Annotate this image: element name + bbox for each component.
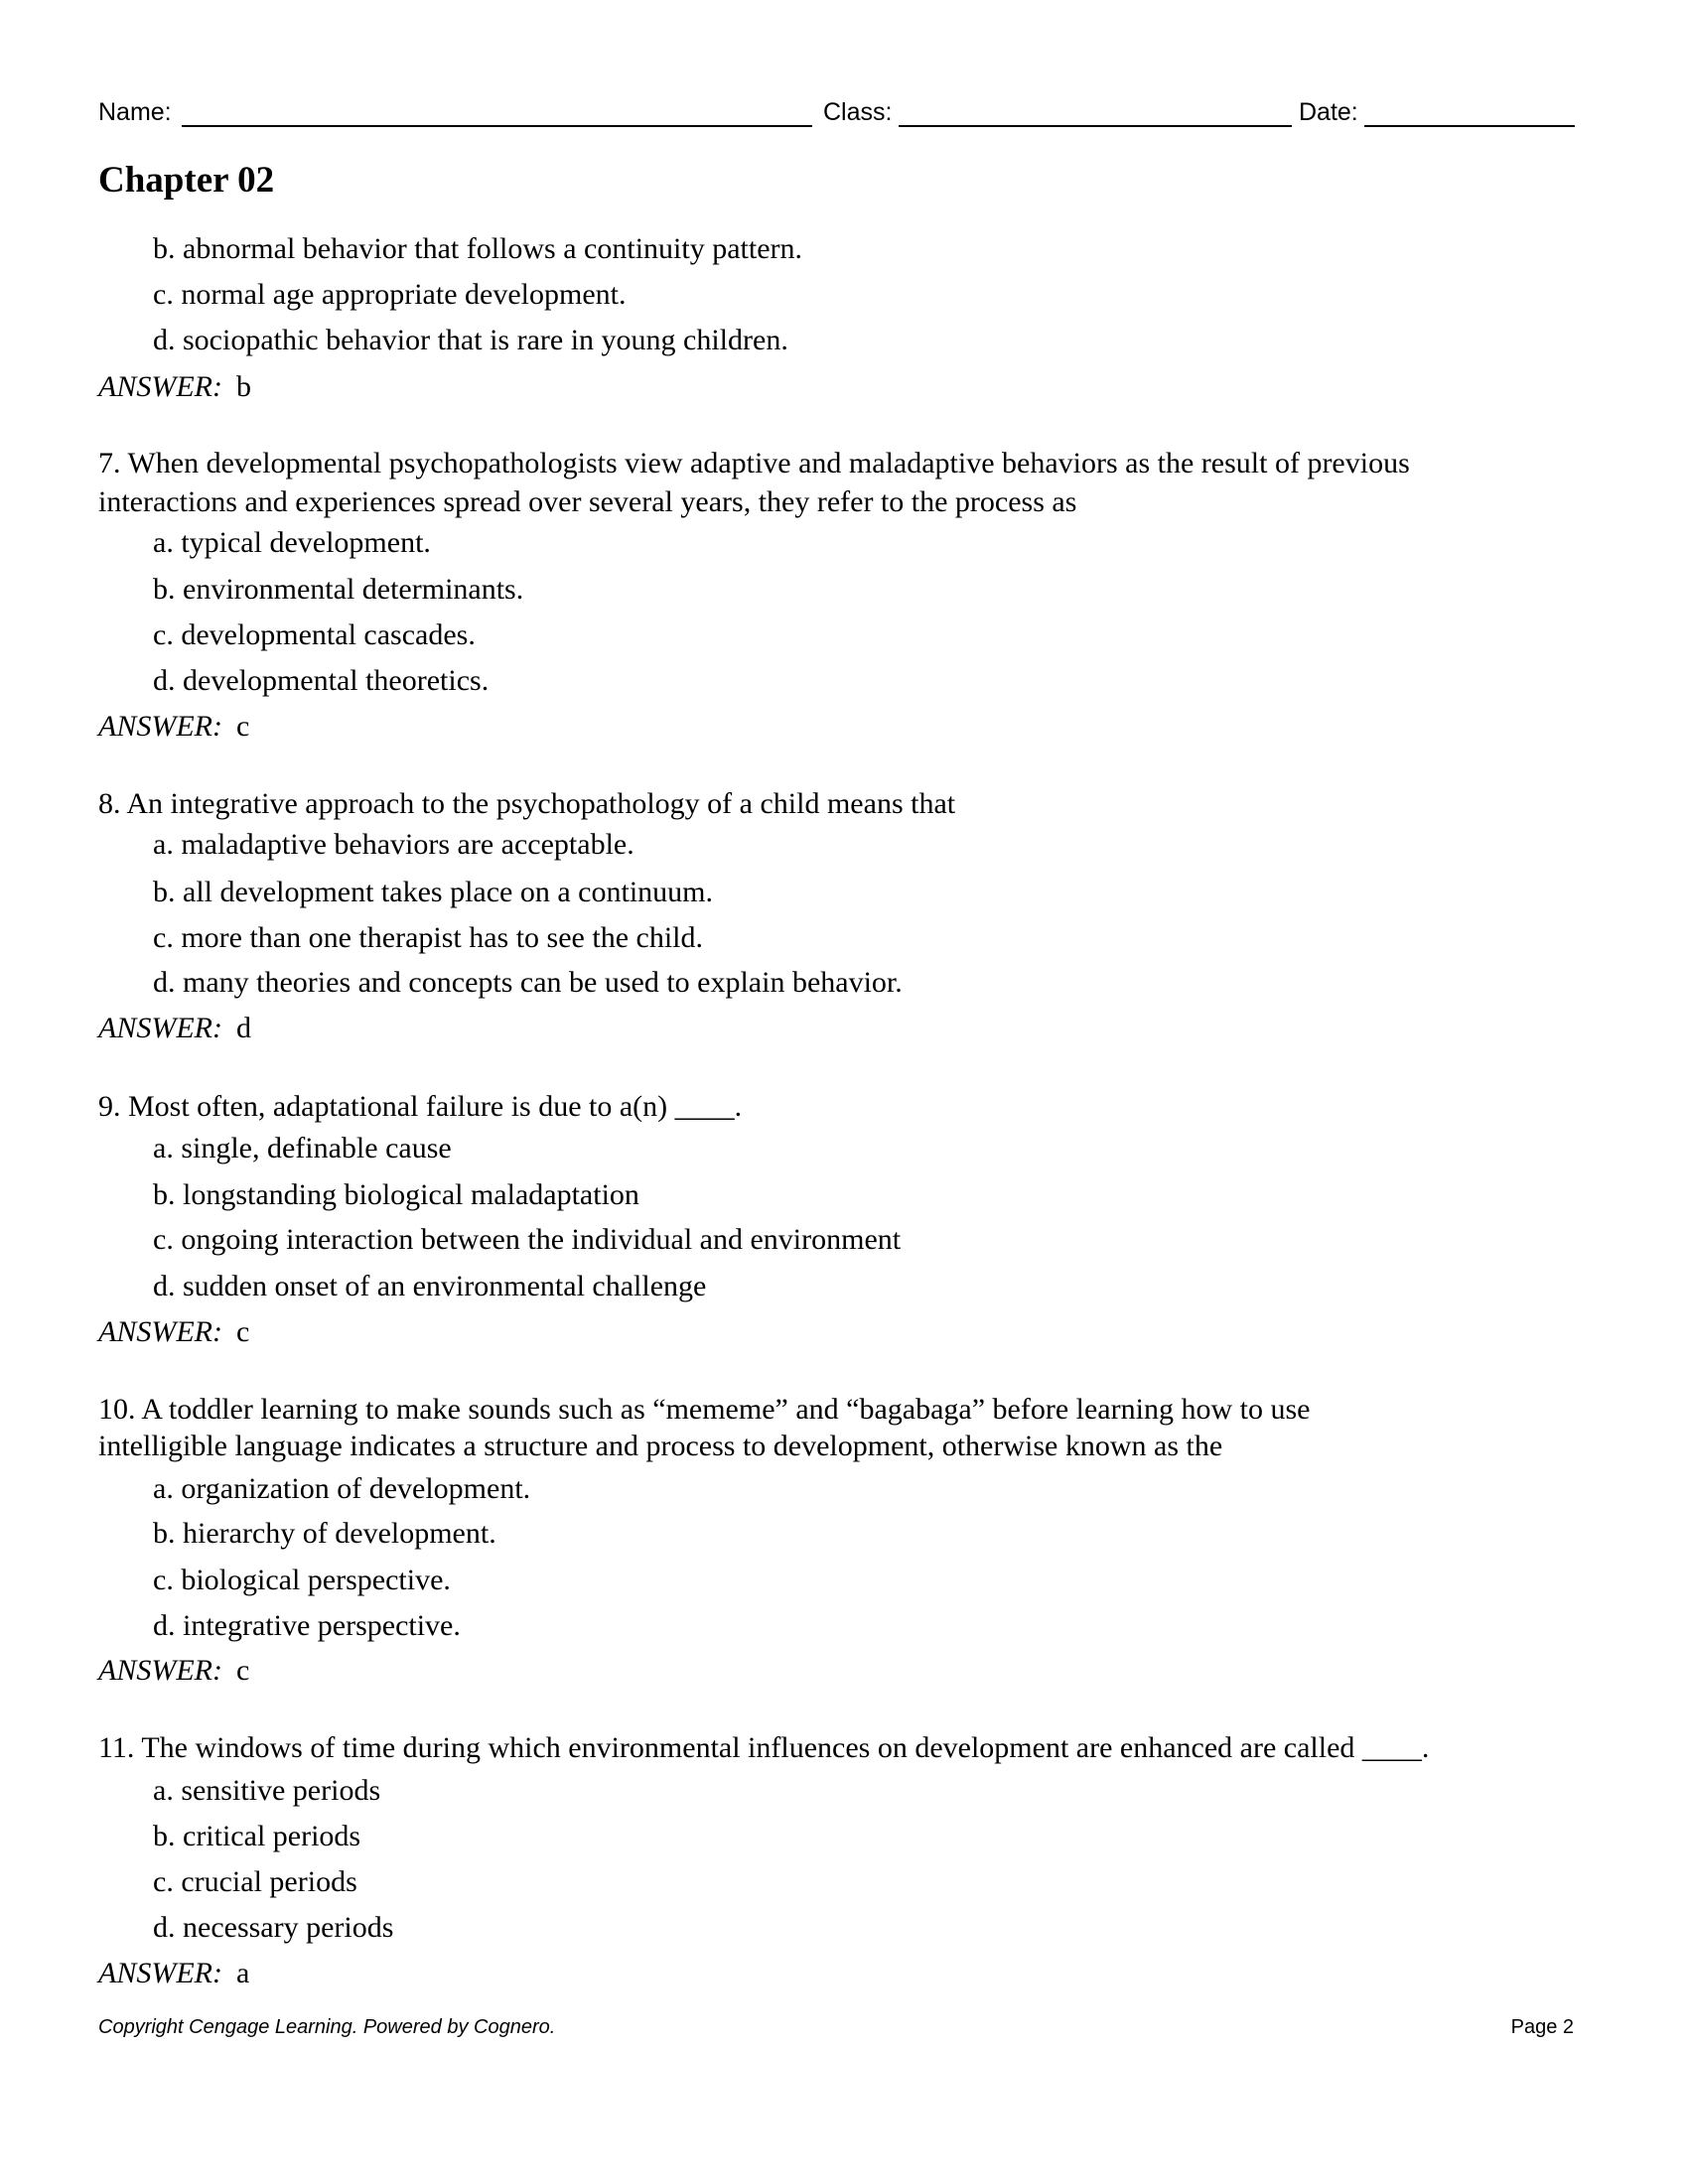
answer-value: c <box>235 1315 250 1348</box>
answer-value: c <box>235 1654 250 1687</box>
answer-option: c. biological perspective. <box>153 1564 451 1596</box>
answer-value: b <box>235 370 251 403</box>
answer-option: d. integrative perspective. <box>153 1609 461 1642</box>
answer-option: b. abnormal behavior that follows a continuity pattern. <box>153 232 802 265</box>
answer-line <box>98 710 249 744</box>
answer-value: d <box>235 1012 251 1044</box>
copyright-text: Copyright Cengage Learning. Powered by Cognero. <box>98 2016 556 2038</box>
question-text: intelligible language indicates a structure and process to development, otherwise known as the <box>98 1430 1223 1462</box>
answer-value: c <box>235 710 250 743</box>
question-text: interactions and experiences spread over several years, they refer to the process as <box>98 485 1077 518</box>
question-text: 8. An integrative approach to the psychopathology of a child means that <box>98 787 956 820</box>
answer-option: b. longstanding biological maladaptation <box>153 1178 639 1211</box>
answer-line <box>98 1012 251 1045</box>
answer-option: a. organization of development. <box>153 1472 531 1505</box>
answer-option: c. developmental cascades. <box>153 618 476 651</box>
answer-option: d. developmental theoretics. <box>153 664 490 697</box>
page-number: Page 2 <box>1510 2016 1574 2038</box>
chapter-title: Chapter 02 <box>98 160 275 201</box>
question-text: 10. A toddler learning to make sounds such as “mememe” and “bagabaga” before learning how to use <box>98 1393 1311 1426</box>
answer-value: a <box>235 1957 250 1989</box>
date-field-line[interactable] <box>1364 125 1575 127</box>
class-field-line[interactable] <box>899 125 1292 127</box>
answer-option: b. environmental determinants. <box>153 573 524 606</box>
answer-option: a. sensitive periods <box>153 1774 381 1807</box>
answer-option: a. maladaptive behaviors are acceptable. <box>153 828 634 861</box>
answer-option: d. necessary periods <box>153 1911 394 1944</box>
answer-option: b. critical periods <box>153 1820 361 1852</box>
answer-option: a. single, definable cause <box>153 1132 452 1164</box>
question-text: 11. The windows of time during which environmental influences on development are enhanced are called ____. <box>98 1731 1430 1764</box>
answer-line <box>98 1654 249 1688</box>
answer-option: c. ongoing interaction between the individual and environment <box>153 1223 902 1256</box>
question-text: 9. Most often, adaptational failure is due to a(n) ____. <box>98 1090 743 1123</box>
answer-line <box>98 370 251 404</box>
class-label: Class: <box>823 98 893 126</box>
answer-label: ANSWER: <box>98 1315 222 1348</box>
answer-label: ANSWER: <box>98 1012 222 1044</box>
answer-option: d. sudden onset of an environmental challenge <box>153 1270 707 1302</box>
answer-line <box>98 1957 249 1990</box>
answer-option: c. crucial periods <box>153 1865 357 1898</box>
answer-option: d. sociopathic behavior that is rare in young children. <box>153 324 788 356</box>
answer-option: d. many theories and concepts can be used to explain behavior. <box>153 966 903 999</box>
name-field-line[interactable] <box>182 125 812 127</box>
answer-label: ANSWER: <box>98 1654 222 1687</box>
answer-line <box>98 1315 249 1349</box>
name-label: Name: <box>98 98 172 126</box>
answer-option: c. more than one therapist has to see the child. <box>153 921 703 954</box>
answer-option: a. typical development. <box>153 526 431 559</box>
answer-label: ANSWER: <box>98 710 222 743</box>
answer-label: ANSWER: <box>98 370 222 403</box>
answer-label: ANSWER: <box>98 1957 222 1989</box>
question-text: 7. When developmental psychopathologists view adaptive and maladaptive behaviors as the result of previous <box>98 447 1410 479</box>
answer-option: c. normal age appropriate development. <box>153 278 627 311</box>
answer-option: b. hierarchy of development. <box>153 1517 496 1550</box>
date-label: Date: <box>1299 98 1358 126</box>
answer-option: b. all development takes place on a continuum. <box>153 876 713 908</box>
